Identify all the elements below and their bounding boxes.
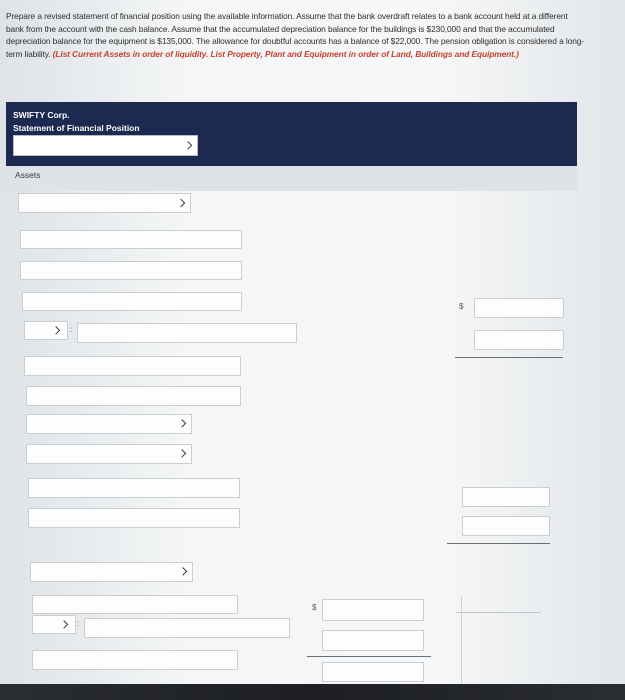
account-input[interactable] (32, 650, 238, 670)
instructions-emphasis: (List Current Assets in order of liquidity. List Property, Plant and Equipment in order of Land, Buildings and Equipment.) (52, 48, 519, 59)
date-select[interactable] (13, 135, 198, 156)
amount-input[interactable] (462, 516, 550, 536)
chevron-right-icon (178, 419, 186, 427)
section-band (6, 166, 577, 191)
account-input[interactable] (20, 261, 242, 280)
screen-bottom-edge (0, 684, 625, 700)
account-select[interactable] (30, 562, 193, 582)
total-rule (455, 357, 563, 358)
instructions (6, 10, 586, 60)
operator-select[interactable] (32, 615, 76, 634)
account-input[interactable] (32, 595, 238, 614)
separator: : (70, 325, 73, 334)
amount-input[interactable] (322, 630, 424, 651)
amount-input[interactable] (322, 662, 424, 682)
chevron-right-icon (52, 326, 60, 334)
account-input[interactable] (26, 386, 241, 406)
chevron-right-icon (179, 567, 187, 575)
amount-input[interactable] (322, 599, 424, 621)
account-input[interactable] (22, 292, 242, 311)
account-select[interactable] (26, 444, 192, 464)
account-input[interactable] (28, 508, 240, 528)
amount-input[interactable] (474, 298, 564, 318)
statement-header (6, 102, 577, 166)
total-rule (307, 656, 431, 657)
chevron-down-icon (184, 141, 192, 149)
column-divider (461, 596, 462, 684)
account-input[interactable] (84, 618, 290, 638)
account-select[interactable] (26, 414, 192, 434)
chevron-right-icon (177, 199, 185, 207)
chevron-right-icon (178, 449, 186, 457)
currency-symbol: $ (312, 603, 317, 612)
total-rule (447, 543, 550, 544)
section-label-assets: Assets (15, 170, 41, 180)
account-input[interactable] (20, 230, 242, 249)
statement-title: Statement of Financial Position (13, 123, 140, 133)
account-input[interactable] (28, 478, 240, 498)
account-input[interactable] (24, 356, 241, 376)
account-select[interactable] (18, 193, 191, 213)
amount-input[interactable] (474, 330, 564, 350)
column-rule (456, 612, 541, 613)
currency-symbol: $ (459, 302, 464, 311)
account-input[interactable] (77, 323, 297, 343)
separator: : (77, 619, 80, 628)
operator-select[interactable] (24, 321, 68, 340)
company-name: SWIFTY Corp. (13, 110, 70, 120)
amount-input[interactable] (462, 487, 550, 507)
instructions-text: Prepare a revised statement of financial position using the available information. Assume that the bank overdraft relates to a bank account held at a different bank from the account with the cash balance. Assume that the accumulated depreciation balance for the buildings is $230,000 and that the accumulated depreciation balance for the equipment is $135,000. The allowance for doubtful accounts has a balance of $22,000. The pension obligation is considered a long-term liability. (6, 11, 584, 59)
chevron-down-icon (60, 620, 68, 628)
